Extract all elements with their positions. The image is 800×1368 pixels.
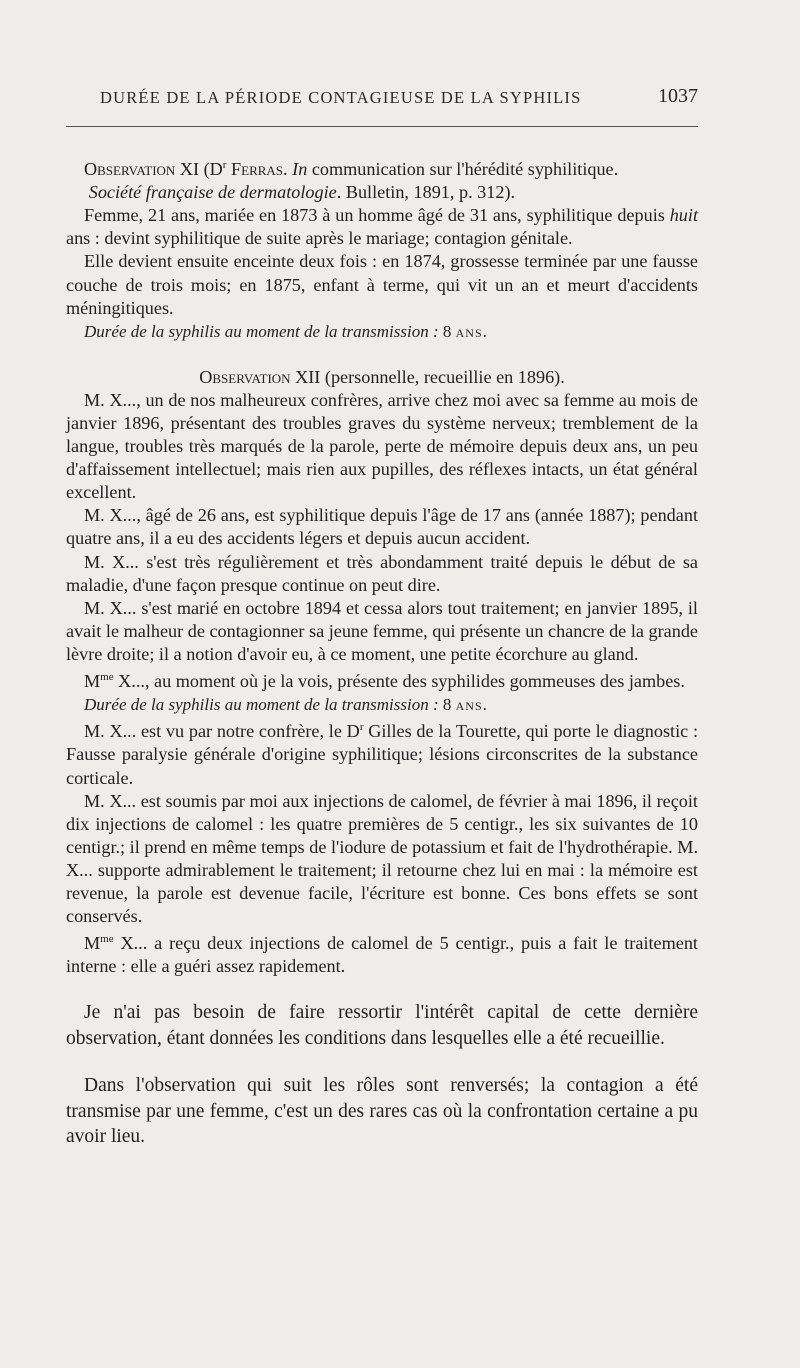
obs11-duree-end: . bbox=[482, 321, 487, 341]
page-body bbox=[66, 154, 698, 1150]
obs12-paragraph-5 bbox=[66, 666, 698, 693]
obs12-duree-end: . bbox=[482, 695, 487, 715]
obs11-paragraph-2: Elle devient ensuite enceinte deux fois : en 1874, grossesse terminée par une fausse couche de trois mois; en 1875, enfant à terme, qui vit un an et meurt d'accidents méningitiques. bbox=[66, 251, 698, 318]
obs12-label: Observation bbox=[199, 366, 291, 387]
obs12-p6b: Gilles de la Tourette, qui porte le diagnostic : Fausse paralysie générale d'origine syphilitique; lésions circonscrites de la substance corticale. bbox=[66, 721, 699, 788]
obs12-p5-m: M bbox=[84, 671, 101, 692]
obs12-paragraph-8 bbox=[66, 928, 698, 978]
obs11-duree bbox=[66, 320, 698, 343]
obs11-duree-text: Durée de la syphilis au moment de la transmission : bbox=[84, 321, 443, 341]
obs12-duree-text: Durée de la syphilis au moment de la transmission : bbox=[84, 695, 443, 715]
obs11-label: Observation bbox=[84, 159, 176, 180]
commentary-paragraph-2: Dans l'observation qui suit les rôles sont renversés; la contagion a été transmise par une femme, c'est un des rares cas où la confrontation certaine a pu avoir lieu. bbox=[66, 1075, 698, 1148]
obs11-journal: Société française de dermatologie bbox=[88, 182, 337, 203]
obs12-paragraph-7: M. X... est soumis par moi aux injections de calomel, de février à mai 1896, il reçoit dix injections de calomel : les quatre premières de 5 centigr., les six suivantes de 10 centigr.; il prend en même temps de l'iodure de potassium et fait de l'hydrothérapie. M. X... supporte admirablement le traitement; il retourne chez lui en mai : la mémoire est revenue, la parole est devenue facile, l'écriture est bonne. Ces bons effets se sont conservés. bbox=[66, 790, 698, 927]
obs12-p5-text: X..., au moment où je la vois, présente des syphilides gommeuses des jambes. bbox=[113, 671, 685, 692]
obs12-title: XII (personnelle, recueillie en 1896). bbox=[290, 366, 565, 387]
obs12-duree-unit: ans bbox=[455, 695, 483, 715]
obs12-paragraph-3: M. X... s'est très régulièrement et très abondamment traité depuis le début de sa maladie, d'une façon presque continue on peut dire. bbox=[66, 551, 698, 595]
obs12-p6a: M. X... est vu par notre confrère, le D bbox=[84, 721, 360, 742]
obs12-p8-text: X... a reçu deux injections de calomel de 5 centigr., puis a fait le traitement interne : elle a guéri assez rapidement. bbox=[66, 933, 698, 977]
obs11-heading bbox=[66, 154, 698, 204]
obs11-author: Ferras bbox=[226, 159, 284, 180]
commentary-paragraph-1: Je n'ai pas besoin de faire ressortir l'intérêt capital de cette dernière observation, étant données les conditions dans lesquelles elle a été recueillie. bbox=[66, 1002, 698, 1049]
obs11-in: In bbox=[292, 159, 308, 180]
obs12-heading bbox=[66, 366, 698, 389]
obs11-dot: . bbox=[283, 159, 293, 180]
obs12-duree-value: 8 bbox=[442, 695, 456, 715]
obs11-duree-value: 8 bbox=[442, 321, 456, 341]
obs11-p1-italic: huit bbox=[669, 205, 698, 226]
obs12-p8-m: M bbox=[84, 933, 101, 954]
obs12-p5-sup: me bbox=[100, 671, 114, 684]
obs11-ref1: communication sur l'hérédité syphilitique. bbox=[307, 159, 619, 180]
obs12-paragraph-6 bbox=[66, 716, 698, 789]
obs12-paragraph-2: M. X..., âgé de 26 ans, est syphilitique depuis l'âge de 17 ans (année 1887); pendant quatre ans, il a eu des accidents légers et depuis aucun accident. bbox=[66, 505, 698, 549]
page-number: 1037 bbox=[658, 85, 698, 107]
obs12-p6-sup: r bbox=[359, 721, 364, 734]
obs11-p1b-text: ans : devint syphilitique de suite après le mariage; contagion génitale. bbox=[66, 228, 573, 249]
obs11-number: XI (D bbox=[175, 159, 223, 180]
obs12-paragraph-1: M. X..., un de nos malheureux confrères, arrive chez moi avec sa femme au mois de janvier 1896, présentant des troubles graves du système nerveux; tremblement de la langue, troubles très marqués de la parole, perte de mémoire depuis deux ans, un peu d'affaissement intellectuel; mais rien aux pupilles, des réflexes intacts, un état général excellent. bbox=[66, 389, 698, 503]
obs12-duree bbox=[66, 693, 698, 716]
obs11-sup: r bbox=[222, 159, 227, 171]
obs11-p1-text: Femme, 21 ans, mariée en 1873 à un homme âgé de 31 ans, syphilitique depuis bbox=[84, 205, 670, 226]
obs12-p8-sup: me bbox=[100, 933, 114, 946]
running-title: DURÉE DE LA PÉRIODE CONTAGIEUSE DE LA SYPHILIS bbox=[100, 88, 582, 107]
obs11-ref2: . Bulletin, 1891, p. 312). bbox=[336, 182, 516, 203]
header-rule bbox=[66, 126, 698, 127]
obs11-paragraph-1 bbox=[66, 204, 698, 250]
obs12-paragraph-4: M. X... s'est marié en octobre 1894 et cessa alors tout traitement; en janvier 1895, il avait le malheur de contagionner sa jeune femme, qui présente un chancre de la grande lèvre droite; il a notion d'avoir eu, à ce moment, une petite écorchure au gland. bbox=[66, 597, 698, 664]
obs11-duree-unit: ans bbox=[455, 321, 483, 341]
